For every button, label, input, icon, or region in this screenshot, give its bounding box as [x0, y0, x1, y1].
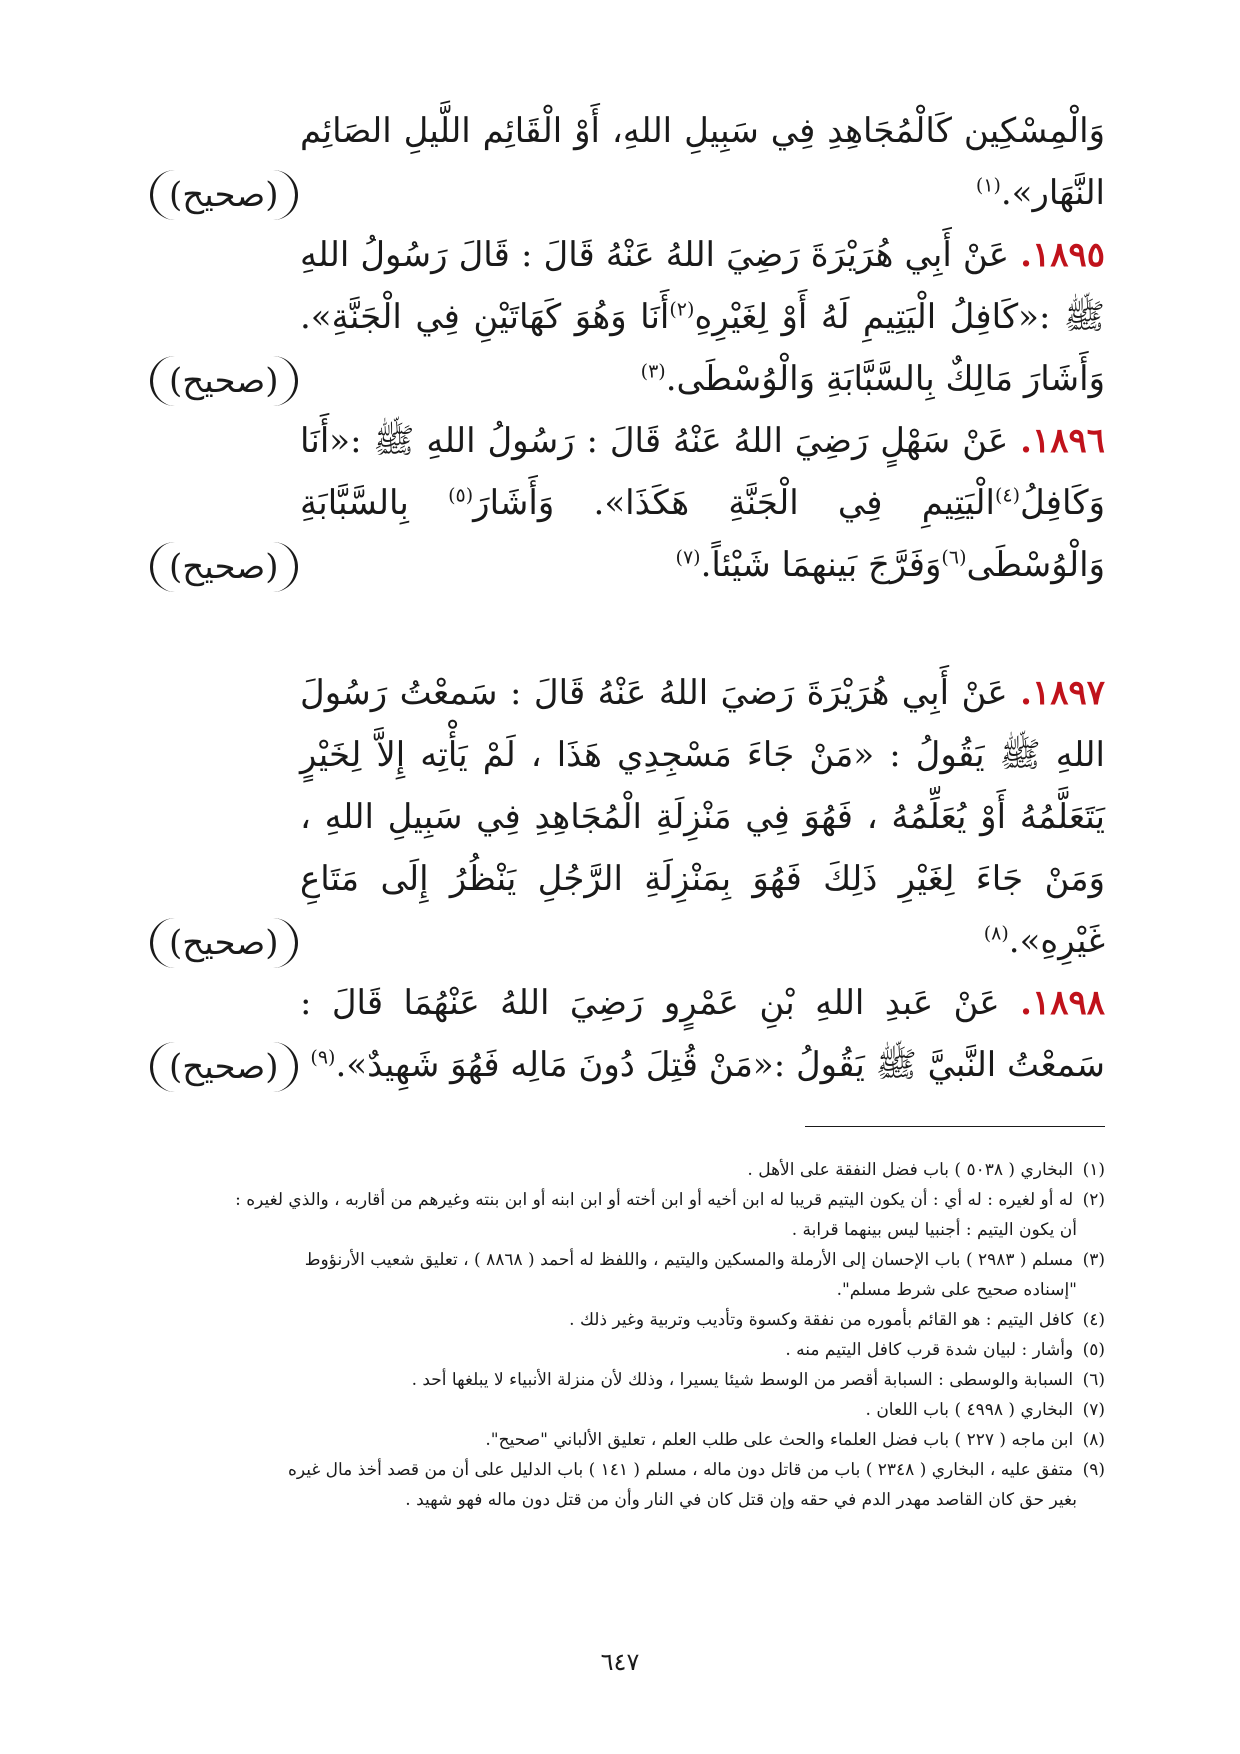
footnote-text: بغير حق كان القاصد مهدر الدم في حقه وإن قتل كان في النار وأن من قتل دون ماله فهو شهيد .	[405, 1490, 1077, 1510]
hadith-number: ١٨٩٦.	[1020, 421, 1106, 461]
footnote-ref: (٩)	[310, 1046, 336, 1069]
footnote-ref: (٢)	[669, 298, 695, 321]
footnote-ref: (١)	[975, 174, 1001, 197]
page-number: ٦٤٧	[600, 1648, 640, 1676]
footnote-text: "إسناده صحيح على شرط مسلم".	[836, 1280, 1077, 1300]
footnote	[150, 1455, 1105, 1485]
footnote-text: له أو لغيره : له أي : أن يكون اليتيم قريبا له ابن أخيه أو ابن أخته أو ابن ابنه أو ابن بنته وغيرهم من أقاربه ، والذي لغيره :	[235, 1190, 1074, 1210]
footnote-number: (٩)	[1082, 1460, 1105, 1480]
hadith-1897	[150, 662, 1105, 972]
footnote-ref: (٨)	[983, 922, 1009, 945]
hadith-number: ١٨٩٨.	[1020, 983, 1105, 1023]
footnotes-section	[150, 1155, 1105, 1515]
footnote	[150, 1245, 1105, 1275]
hadith-text-cont: وَفَرَّجَ بَينهمَا شَيْئاً.	[700, 545, 942, 585]
footnote-text: السبابة والوسطى : السبابة أقصر من الوسط شيئا يسيرا ، وذلك لأن منزلة الأنبياء لا يبلغها أحد .	[411, 1370, 1074, 1390]
footnote-text: وأشار : لبيان شدة قرب كافل اليتيم منه .	[785, 1340, 1074, 1360]
footnote-number: (٥)	[1082, 1340, 1105, 1360]
footnote-continuation	[150, 1485, 1105, 1515]
hadith-text: عَنْ أَبِي هُرَيْرَةَ رَضيَ اللهُ عَنْهُ قَالَ : سَمعْتُ رَسُولَ اللهِ ﷺ يَقُولُ : «مَنْ جَاءَ مَسْجِدِي هَذَا ، لَمْ يَأْتِه إِلاَّ لِخَيْرٍ يَتَعَلَّمُهُ أَوْ يُعَلِّمُهُ ، فَهُوَ فِي مَنْزِلَةِ الْمُجَاهِدِ فِي سَبِيلِ اللهِ ، وَمَنْ جَاءَ لِغَيْرِ ذَلِكَ فَهُوَ بِمَنْزِلَةِ الرَّجُلِ يَنْظُرُ إِلَى مَتَاعِ غَيْرِهِ».	[300, 673, 1105, 961]
hadith-number: ١٨٩٥.	[1020, 235, 1106, 275]
page-content	[150, 100, 1105, 1515]
footnote	[150, 1335, 1105, 1365]
hadith-text: عَنْ أَبِي هُرَيْرَةَ رَضِيَ اللهُ عَنْهُ قَالَ : قَالَ رَسُولُ اللهِ ﷺ :«كَافِلُ الْيَتِيمِ لَهُ أَوْ لِغَيْرِهِ	[300, 235, 1105, 337]
footnote-ref: (٤)	[994, 484, 1021, 507]
hadith-1898	[150, 972, 1105, 1096]
footnote-ref: (٦)	[941, 546, 967, 569]
footnote-number: (٤)	[1082, 1310, 1105, 1330]
footnote-text: أن يكون اليتيم : أجنبيا ليس بينهما قرابة .	[791, 1220, 1077, 1240]
footnote	[150, 1155, 1105, 1185]
hadith-text: عَنْ عَبدِ اللهِ بْنِ عَمْرٍو رَضِيَ اللهُ عَنْهُمَا قَالَ : سَمعْتُ النَّبيَّ ﷺ يَقُولُ :«مَنْ قُتِلَ دُونَ مَالِه فَهُوَ شَهِيدٌ».	[300, 983, 1105, 1085]
footnote-ref: (٥)	[448, 484, 474, 507]
footnote	[150, 1305, 1105, 1335]
grade-badge: (صحيح)	[150, 542, 298, 592]
footnote-text: كافل اليتيم : هو القائم بأموره من نفقة وكسوة وتأديب وتربية وغير ذلك .	[569, 1310, 1074, 1330]
section-gap	[150, 596, 1105, 662]
hadith-1895	[150, 224, 1105, 410]
footnote-number: (٧)	[1082, 1400, 1105, 1420]
footnote-continuation	[150, 1275, 1105, 1305]
footnote	[150, 1185, 1105, 1215]
hadith-1896	[150, 410, 1105, 596]
hadith-section	[150, 100, 1105, 1096]
footnote-text: متفق عليه ، البخاري ( ٢٣٤٨ ) باب من قاتل دون ماله ، مسلم ( ١٤١ ) باب الدليل على أن من قصد أخذ مال غيره	[287, 1460, 1074, 1480]
grade-badge: (صحيح)	[150, 356, 298, 406]
footnote-number: (٦)	[1082, 1370, 1105, 1390]
hadith-text-cont: بِالسَّبَّابَةِ وَالْوُسْطَى	[300, 483, 1105, 585]
hadith-continuation	[150, 100, 1105, 224]
grade-badge: (صحيح)	[150, 170, 298, 220]
hadith-text: وَالْمِسْكِين كَالْمُجَاهِدِ فِي سَبِيلِ اللهِ، أَوْ الْقَائِم اللَّيلِ الصَائِم النَّهَار».	[300, 111, 1105, 213]
footnote-text: البخاري ( ٤٩٩٨ ) باب اللعان .	[865, 1400, 1074, 1420]
hadith-text: عَنْ سَهْلٍ رَضِيَ اللهُ عَنْهُ قَالَ : رَسُولُ اللهِ ﷺ :«أَنَا وَكَافِلُ	[300, 421, 1105, 523]
hadith-text-cont: الْيَتِيمِ فِي الْجَنَّةِ هَكَذَا». وَأَشَارَ	[473, 483, 995, 523]
footnote-continuation	[150, 1215, 1105, 1245]
grade-badge: (صحيح)	[150, 1042, 298, 1092]
footnote-text: ابن ماجه ( ٢٢٧ ) باب فضل العلماء والحث على طلب العلم ، تعليق الألباني "صحيح".	[485, 1430, 1074, 1450]
footnote-ref: (٣)	[640, 360, 666, 383]
footnote	[150, 1425, 1105, 1455]
footnote-text: مسلم ( ٢٩٨٣ ) باب الإحسان إلى الأرملة والمسكين واليتيم ، واللفظ له أحمد ( ٨٨٦٨ ) ، تعليق شعيب الأرنؤوط	[304, 1250, 1074, 1270]
footnote	[150, 1365, 1105, 1395]
footnote-number: (٨)	[1082, 1430, 1105, 1450]
hadith-text-cont: أَنَا وَهُوَ كَهَاتَيْنِ فِي الْجَنَّةِ». وَأَشَارَ مَالِكٌ بِالسَّبَّابَةِ وَالْوُسْطَى.	[300, 297, 1105, 399]
footnote-number: (٢)	[1082, 1190, 1105, 1210]
footnote-ref: (٧)	[675, 546, 701, 569]
footnote-text: البخاري ( ٥٠٣٨ ) باب فضل النفقة على الأهل .	[747, 1160, 1074, 1180]
footnote	[150, 1395, 1105, 1425]
footnote-number: (٣)	[1082, 1250, 1105, 1270]
footnote-number: (١)	[1082, 1160, 1105, 1180]
footnote-divider	[805, 1126, 1105, 1127]
hadith-number: ١٨٩٧.	[1020, 673, 1106, 713]
grade-badge: (صحيح)	[150, 918, 298, 968]
